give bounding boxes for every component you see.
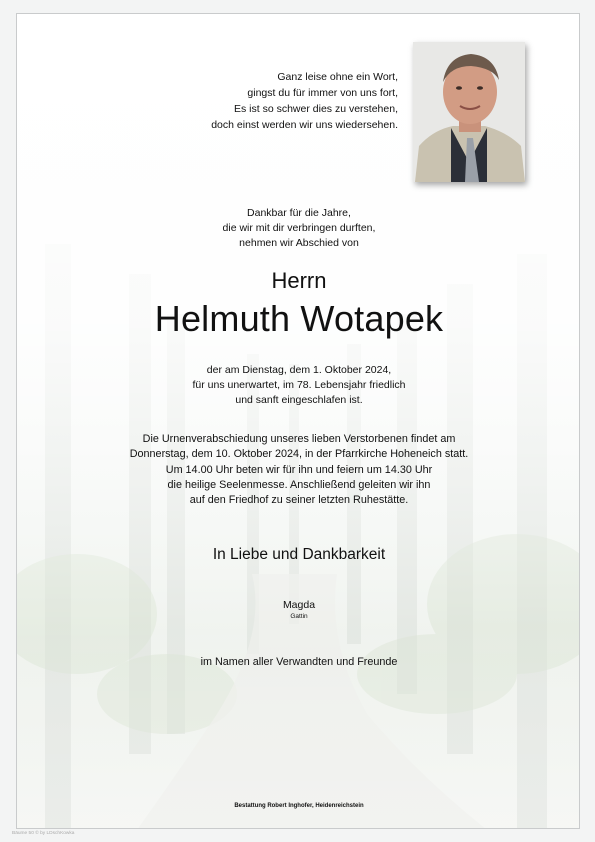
parte-card — [16, 13, 580, 829]
intro-line: die wir mit dir verbringen durften, — [222, 222, 376, 234]
intro-line: nehmen wir Abschied von — [239, 237, 359, 249]
portrait-photo — [413, 42, 525, 182]
poem-line: Es ist so schwer dies zu verstehen, — [234, 103, 398, 115]
mourner-name: Magda — [282, 599, 316, 611]
death-notice — [17, 363, 580, 408]
ceremony-line: auf den Friedhof zu seiner letzten Ruhestätte. — [189, 494, 409, 507]
ceremony-details — [17, 432, 580, 508]
mourner-role: Gattin — [290, 613, 308, 620]
poem — [17, 69, 398, 133]
death-line: und sanft eingeschlafen ist. — [235, 394, 363, 406]
poem-line: gingst du für immer von uns fort, — [247, 87, 398, 99]
ceremony-line: Die Urnenverabschiedung unseres lieben Verstorbenen findet am — [142, 433, 456, 445]
poem-line: Ganz leise ohne ein Wort, — [277, 71, 398, 83]
ceremony-line: Donnerstag, dem 10. Oktober 2024, in der Pfarrkirche Hoheneich statt. — [129, 448, 469, 461]
farewell-intro — [17, 206, 580, 251]
death-line: für uns unerwartet, im 78. Lebensjahr friedlich — [192, 379, 406, 391]
image-credit: Bäume 50 © by LDschKowka — [12, 831, 75, 836]
death-line: der am Dienstag, dem 1. Oktober 2024, — [206, 364, 392, 376]
undertaker: Bestattung Robert Inghofer, Heidenreichstein — [234, 803, 364, 809]
poem-line: doch einst werden wir uns wiedersehen. — [211, 119, 398, 131]
ceremony-line: die heilige Seelenmesse. Anschließend geleiten wir ihn — [167, 478, 431, 491]
closing-phrase: In Liebe und Dankbarkeit — [212, 546, 386, 563]
deceased-name: Helmuth Wotapek — [154, 298, 444, 339]
salutation: Herrn — [271, 268, 327, 293]
relatives-line: im Namen aller Verwandten und Freunde — [200, 656, 398, 668]
intro-line: Dankbar für die Jahre, — [247, 207, 351, 219]
ceremony-line: Um 14.00 Uhr beten wir für ihn und feiern um 14.30 Uhr — [165, 463, 433, 476]
